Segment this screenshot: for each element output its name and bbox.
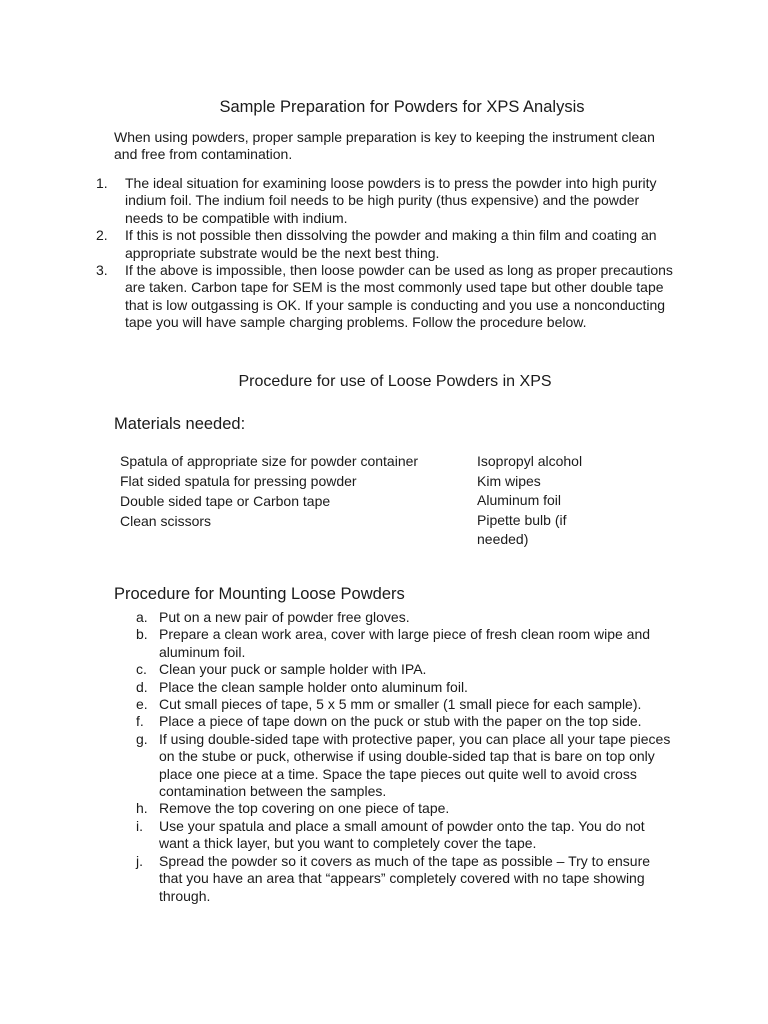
procedure-step-marker: h. — [136, 800, 148, 817]
procedure-step-marker: b. — [136, 626, 148, 643]
procedure-step-marker: d. — [136, 678, 148, 695]
materials-item: Double sided tape or Carbon tape — [120, 493, 331, 509]
numbered-item-marker: 1. — [96, 175, 108, 191]
materials-list-right — [477, 452, 607, 550]
procedure-step-text: If using double-sided tape with protective paper, you can place all your tape pieces on the stube or puck, otherwise if using double-sided tap that is bare on top only place one piece at a time. Space the tape pieces out quite well to avoid cross contamination between the samples. — [159, 730, 671, 800]
materials-list-left — [120, 451, 460, 531]
document-title: Sample Preparation for Powders for XPS Analysis — [219, 98, 585, 116]
section-subtitle: Procedure for use of Loose Powders in XPS — [238, 373, 552, 390]
procedure-step — [136, 818, 676, 853]
procedure-step-marker: a. — [136, 609, 148, 625]
materials-item: Spatula of appropriate size for powder container — [120, 453, 419, 469]
procedure-step-text: Place the clean sample holder onto aluminum foil. — [159, 678, 468, 695]
procedure-step-text: Clean your puck or sample holder with IPA. — [159, 661, 427, 678]
procedure-step — [136, 679, 676, 696]
numbered-item — [96, 227, 676, 262]
procedure-step-text: Use your spatula and place a small amount of powder onto the tap. You do not want a thick layer, but you want to completely cover the tape. — [159, 817, 645, 852]
numbered-list — [96, 175, 676, 332]
procedure-step-text: Cut small pieces of tape, 5 x 5 mm or smaller (1 small piece for each sample). — [159, 696, 642, 713]
numbered-item-marker: 2. — [96, 227, 108, 244]
materials-heading: Materials needed: — [114, 415, 246, 433]
numbered-item-text: The ideal situation for examining loose powders is to press the powder into high purity indium foil. The indium foil needs to be high purity (thus expensive) and the powder needs to be compatible with indium. — [125, 175, 657, 226]
procedure-step-text: Spread the powder so it covers as much of the tape as possible – Try to ensure that you have an area that “appears” completely covered with no tape showing through. — [159, 852, 651, 904]
numbered-item-marker: 3. — [96, 262, 108, 279]
procedure-step — [136, 853, 676, 905]
procedure-step-marker: j. — [136, 852, 143, 869]
procedure-step-text: Put on a new pair of powder free gloves. — [159, 609, 410, 625]
procedure-step-text: Place a piece of tape down on the puck or stub with the paper on the top side. — [159, 713, 642, 730]
procedure-heading: Procedure for Mounting Loose Powders — [114, 585, 405, 603]
numbered-item — [96, 175, 676, 227]
procedure-step — [136, 696, 676, 713]
procedure-step-marker: e. — [136, 696, 148, 713]
procedure-step — [136, 731, 676, 801]
numbered-item — [96, 262, 676, 332]
procedure-step — [136, 800, 676, 817]
materials-item: Aluminum foil — [477, 492, 562, 509]
numbered-item-text: If this is not possible then dissolving the powder and making a thin film and coating an appropriate substrate would be the next best thing. — [125, 227, 657, 261]
materials-item: Pipette bulb (if needed) — [477, 511, 567, 548]
procedure-step-text: Remove the top covering on one piece of tape. — [159, 800, 450, 817]
materials-item: Isopropyl alcohol — [477, 453, 583, 469]
procedure-step — [136, 626, 676, 661]
procedure-step-marker: c. — [136, 661, 147, 678]
procedure-step — [136, 713, 676, 730]
procedure-step — [136, 661, 676, 678]
procedure-step-marker: f. — [136, 713, 144, 730]
procedure-step — [136, 609, 676, 626]
materials-item: Clean scissors — [120, 513, 212, 529]
procedure-step-marker: g. — [136, 730, 148, 747]
numbered-item-text: If the above is impossible, then loose powder can be used as long as proper precautions are taken. Carbon tape for SEM is the most commonly used tape but other double tape that is low outgassing is OK. If your sample is conducting and you use a nonconducting tape you will have sample charging problems. Follow the procedure below. — [125, 262, 673, 331]
procedure-list — [136, 609, 676, 905]
intro-paragraph: When using powders, proper sample preparation is key to keeping the instrument clean and free from contamination. — [114, 129, 655, 162]
materials-item: Kim wipes — [477, 472, 541, 489]
procedure-step-text: Prepare a clean work area, cover with large piece of fresh clean room wipe and aluminum foil. — [159, 626, 651, 660]
materials-item: Flat sided spatula for pressing powder — [120, 473, 357, 489]
procedure-step-marker: i. — [136, 817, 143, 834]
